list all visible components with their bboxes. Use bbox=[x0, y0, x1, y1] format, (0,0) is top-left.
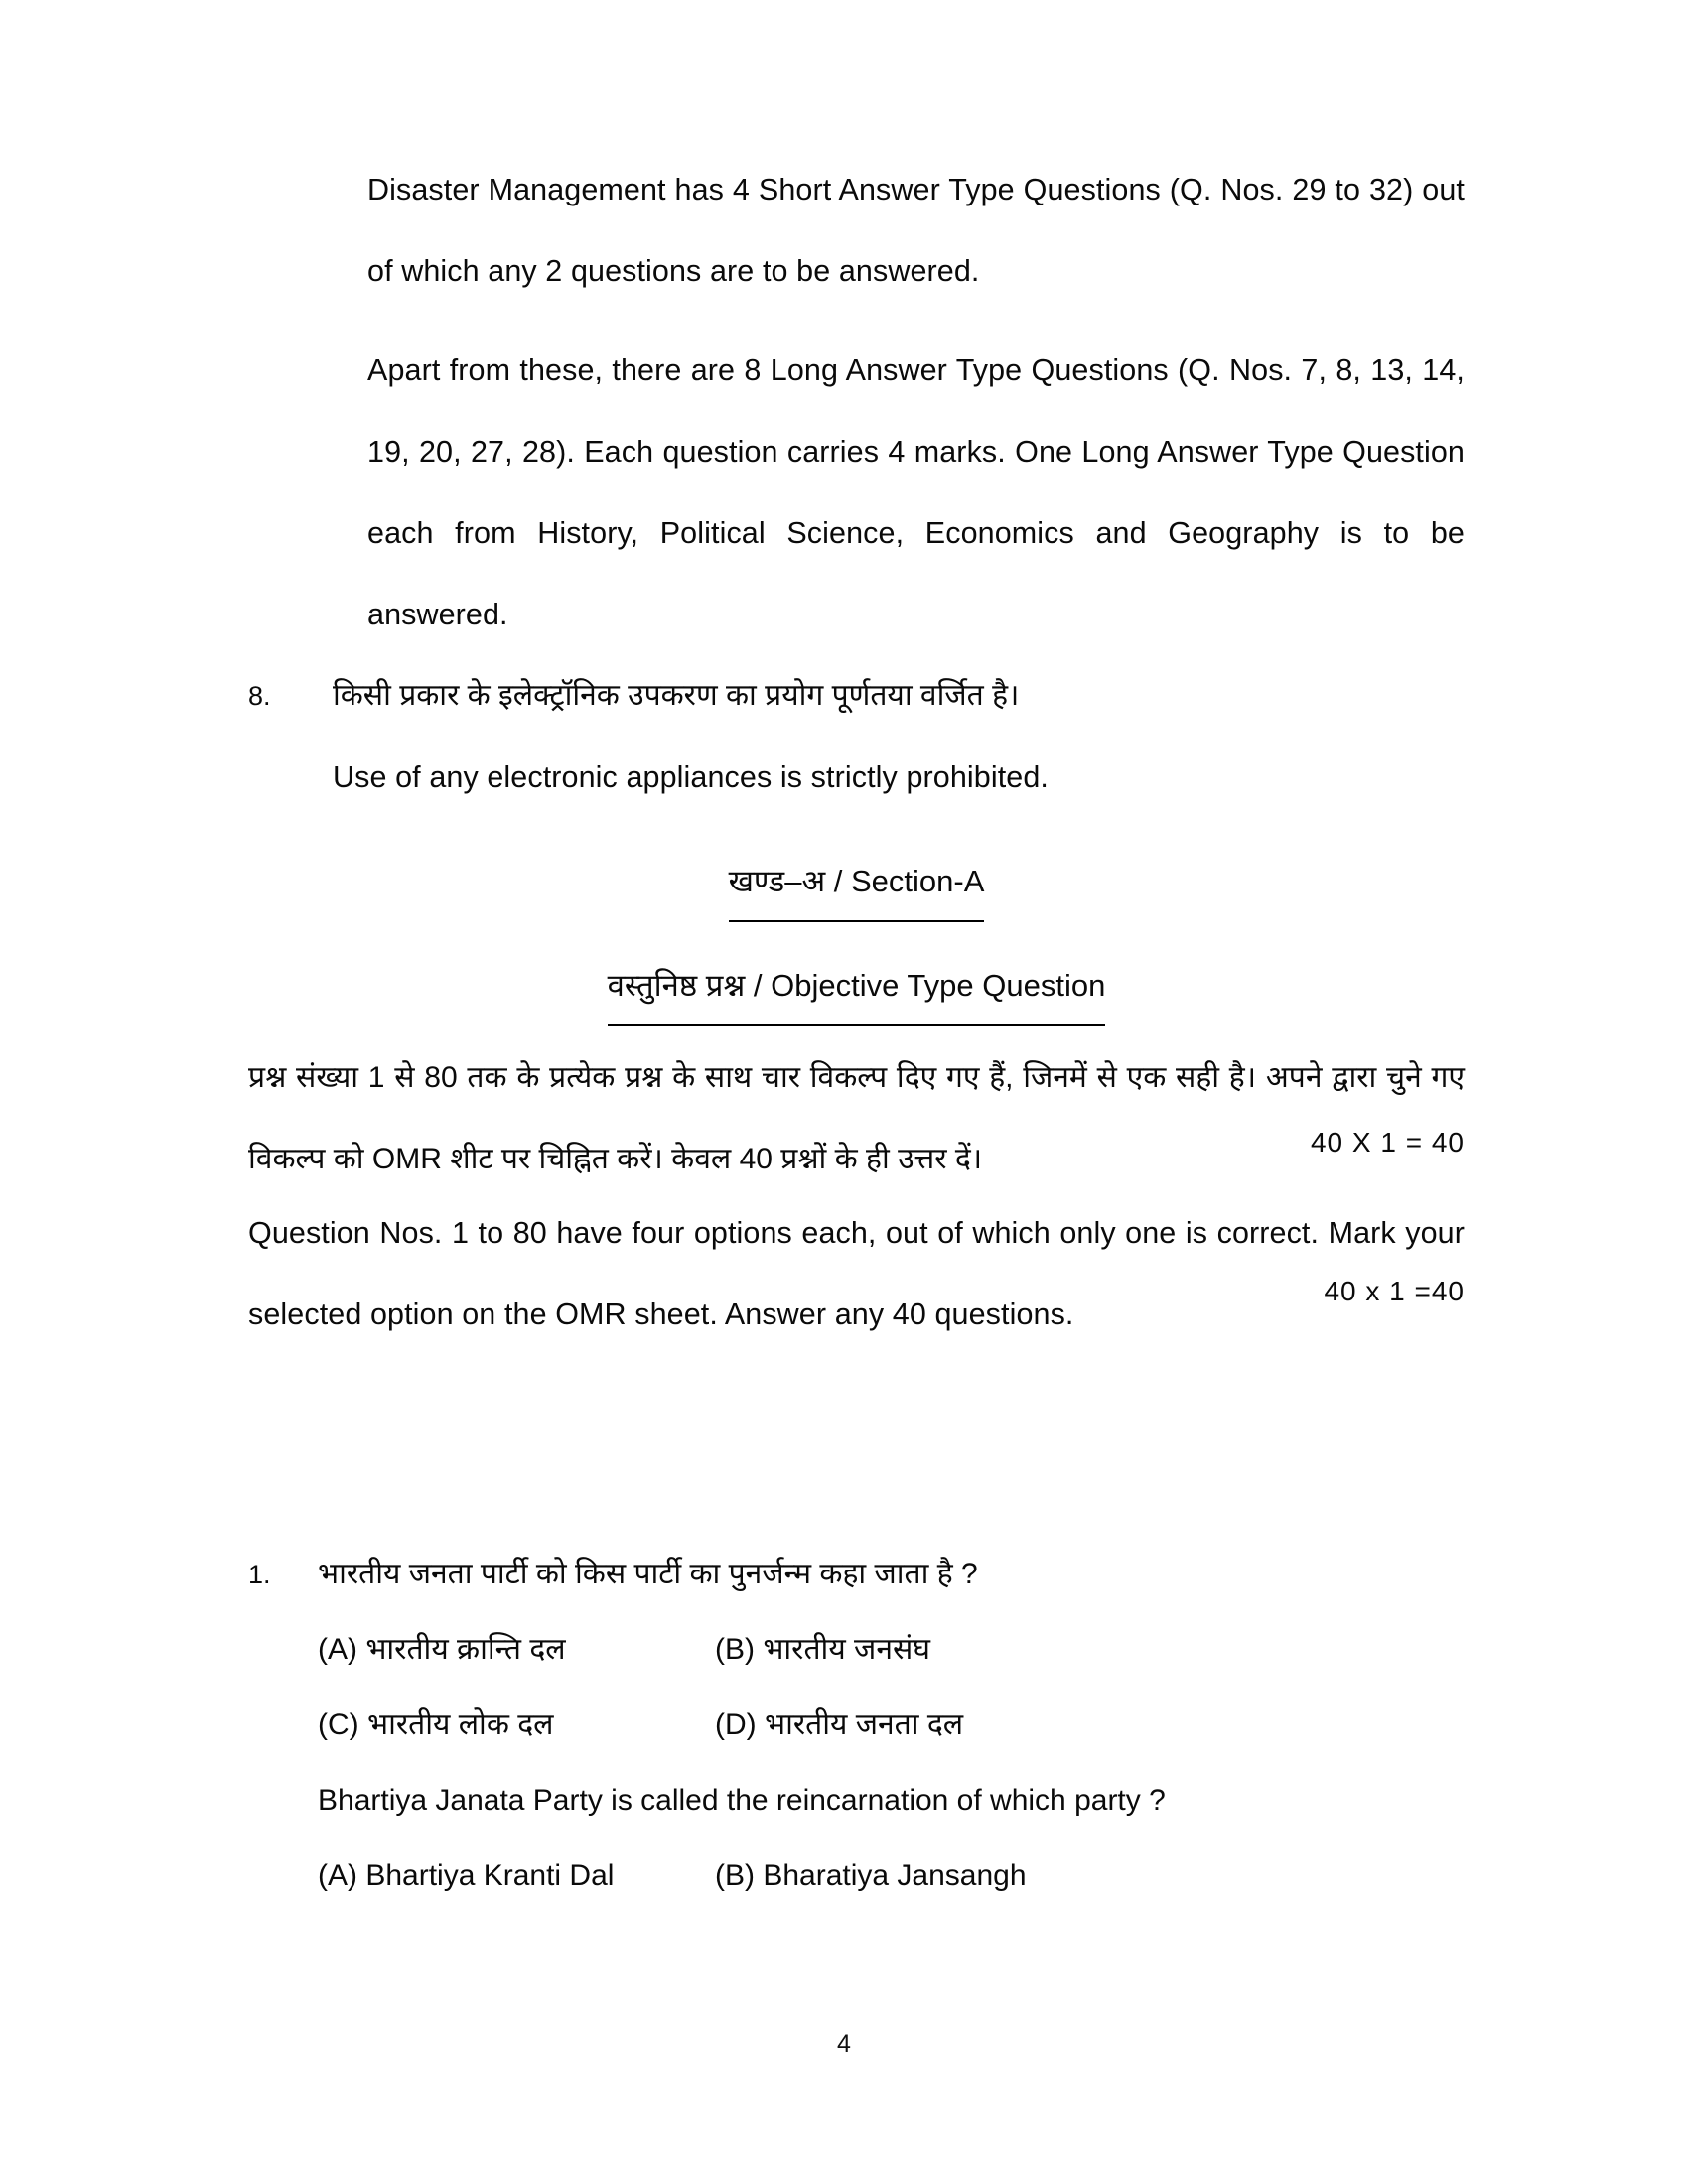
instruction-disaster-management: Disaster Management has 4 Short Answer Type Questions (Q. Nos. 29 to 32) out of which any 2 questions are to be answered. bbox=[367, 173, 1465, 288]
question-1 bbox=[248, 1527, 1465, 1914]
page-number: 4 bbox=[837, 2030, 851, 2058]
question-1-number: 1. bbox=[248, 1560, 271, 1589]
question-1-english-options-row-1 bbox=[318, 1839, 1465, 1914]
question-1-english-text: Bhartiya Janata Party is called the reincarnation of which party ? bbox=[318, 1784, 1166, 1817]
question-1-hindi-options-row-2 bbox=[318, 1688, 1465, 1763]
question-1-body bbox=[318, 1537, 1465, 1914]
objective-heading-text: वस्तुनिष्ठ प्रश्न / Objective Type Question bbox=[608, 950, 1106, 1026]
option-d-hindi[interactable]: (D) भारतीय जनता दल bbox=[715, 1708, 964, 1741]
instruction-item-8 bbox=[248, 655, 1465, 818]
question-1-hindi-options-row-1 bbox=[318, 1612, 1465, 1688]
objective-instruction-block bbox=[248, 1037, 1465, 1331]
objective-heading bbox=[248, 950, 1465, 1026]
option-c-hindi[interactable]: (C) भारतीय लोक दल bbox=[318, 1708, 554, 1741]
option-a-english[interactable]: (A) Bhartiya Kranti Dal bbox=[318, 1859, 615, 1892]
question-1-hindi-text: भारतीय जनता पार्टी को किस पार्टी का पुनर्जन्म कहा जाता है ? bbox=[318, 1558, 978, 1590]
instruction-long-answer: Apart from these, there are 8 Long Answer Type Questions (Q. Nos. 7, 8, 13, 14, 19, 20, 27, 28). Each question carries 4 marks. One Long Answer Type Question each from History, Political Science, Economics and Geography is to be answered. bbox=[367, 353, 1465, 631]
english-marks: 40 x 1 =40 bbox=[1324, 1276, 1465, 1306]
instruction-item-8-hindi: किसी प्रकार के इलेक्ट्रॉनिक उपकरण का प्रयोग पूर्णतया वर्जित है। bbox=[333, 679, 1020, 712]
question-1-row bbox=[248, 1537, 1465, 1914]
section-heading-text: खण्ड–अ / Section-A bbox=[729, 846, 985, 922]
option-b-hindi[interactable]: (B) भारतीय जनसंघ bbox=[715, 1633, 930, 1666]
section-heading bbox=[248, 846, 1465, 922]
option-a-hindi[interactable]: (A) भारतीय क्रान्ति दल bbox=[318, 1633, 566, 1666]
instruction-item-8-english: Use of any electronic appliances is strictly prohibited. bbox=[333, 760, 1049, 794]
option-b-english[interactable]: (B) Bharatiya Jansangh bbox=[715, 1859, 1027, 1892]
hindi-marks: 40 X 1 = 40 bbox=[1310, 1127, 1465, 1158]
instruction-item-8-body bbox=[333, 655, 1465, 818]
objective-instruction-english: Question Nos. 1 to 80 have four options each, out of which only one is correct. Mark your selected option on the OMR sheet. Answer any 40 questions. bbox=[248, 1216, 1465, 1331]
instruction-item-8-number: 8. bbox=[248, 681, 271, 711]
spacer bbox=[248, 312, 1465, 330]
objective-instruction-hindi: प्रश्न संख्या 1 से 80 तक के प्रत्येक प्रश्न के साथ चार विकल्प दिए गए हैं, जिनमें से एक सही है। अपने द्वारा चुने गए विकल्प को OMR शीट पर चिह्नित करें। केवल 40 प्रश्नों के ही उत्तर दें। bbox=[248, 1061, 1465, 1175]
page-content bbox=[248, 149, 1465, 1044]
